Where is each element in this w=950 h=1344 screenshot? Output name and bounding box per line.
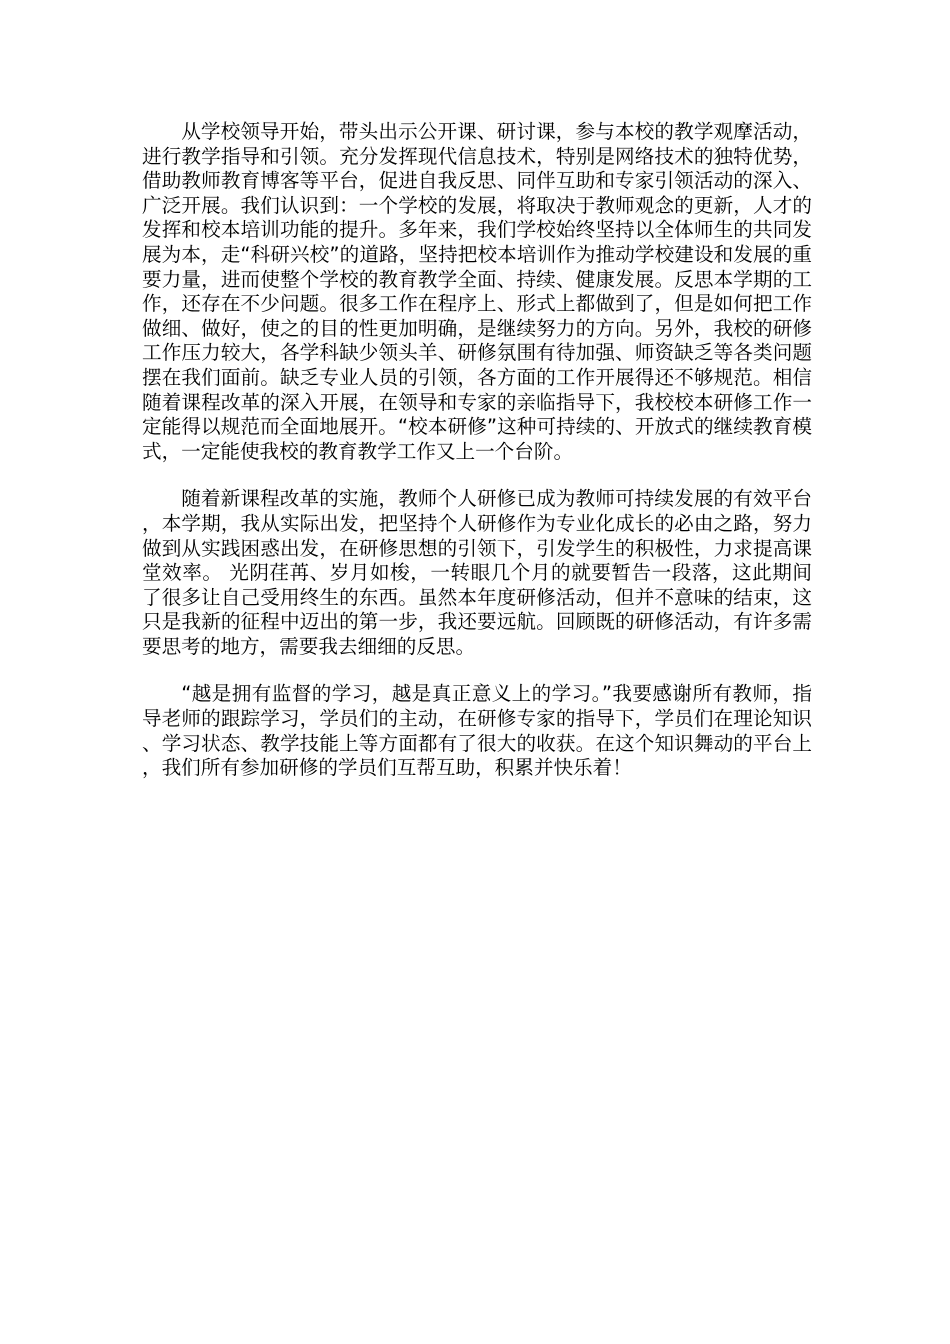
body-text <box>142 120 812 804</box>
paragraph-personal-study: 随着新课程改革的实施，教师个人研修已成为教师可持续发展的有效平台，本学期，我从实际出发，把坚持个人研修作为专业化成长的必由之路，努力做到从实践困惑出发，在研修思想的引领下，引发学生的积极性，力求提高课堂效率。 光阴荏苒、岁月如梭，一转眼几个月的就要暂告一段落，这此期间了很多让自己受用终生的东西。虽然本年度研修活动，但并不意味的结束，这只是我新的征程中迈出的第一步，我还要远航。回顾既的研修活动，有许多需要思考的地方，需要我去细细的反思。 <box>142 487 812 658</box>
paragraph-acknowledgement: “越是拥有监督的学习，越是真正意义上的学习。”我要感谢所有教师，指导老师的跟踪学习，学员们的主动，在研修专家的指导下，学员们在理论知识、学习状态、教学技能上等方面都有了很大的收获。在这个知识舞动的平台上，我们所有参加研修的学员们互帮互助，积累并快乐着！ <box>142 682 812 780</box>
paragraph-school-training: 从学校领导开始，带头出示公开课、研讨课，参与本校的教学观摩活动，进行教学指导和引领。充分发挥现代信息技术，特别是网络技术的独特优势，借助教师教育博客等平台，促进自我反思、同伴互助和专家引领活动的深入、广泛开展。我们认识到：一个学校的发展，将取决于教师观念的更新，人才的发挥和校本培训功能的提升。多年来，我们学校始终坚持以全体师生的共同发展为本，走“科研兴校”的道路，坚持把校本培训作为推动学校建设和发展的重要力量，进而使整个学校的教育教学全面、持续、健康发展。反思本学期的工作，还存在不少问题。很多工作在程序上、形式上都做到了，但是如何把工作做细、做好，使之的目的性更加明确，是继续努力的方向。另外，我校的研修工作压力较大，各学科缺少领头羊、研修氛围有待加强、师资缺乏等各类问题摆在我们面前。缺乏专业人员的引领，各方面的工作开展得还不够规范。相信随着课程改革的深入开展，在领导和专家的亲临指导下，我校校本研修工作一定能得以规范而全面地展开。“校本研修”这种可持续的、开放式的继续教育模式，一定能使我校的教育教学工作又上一个台阶。 <box>142 120 812 463</box>
